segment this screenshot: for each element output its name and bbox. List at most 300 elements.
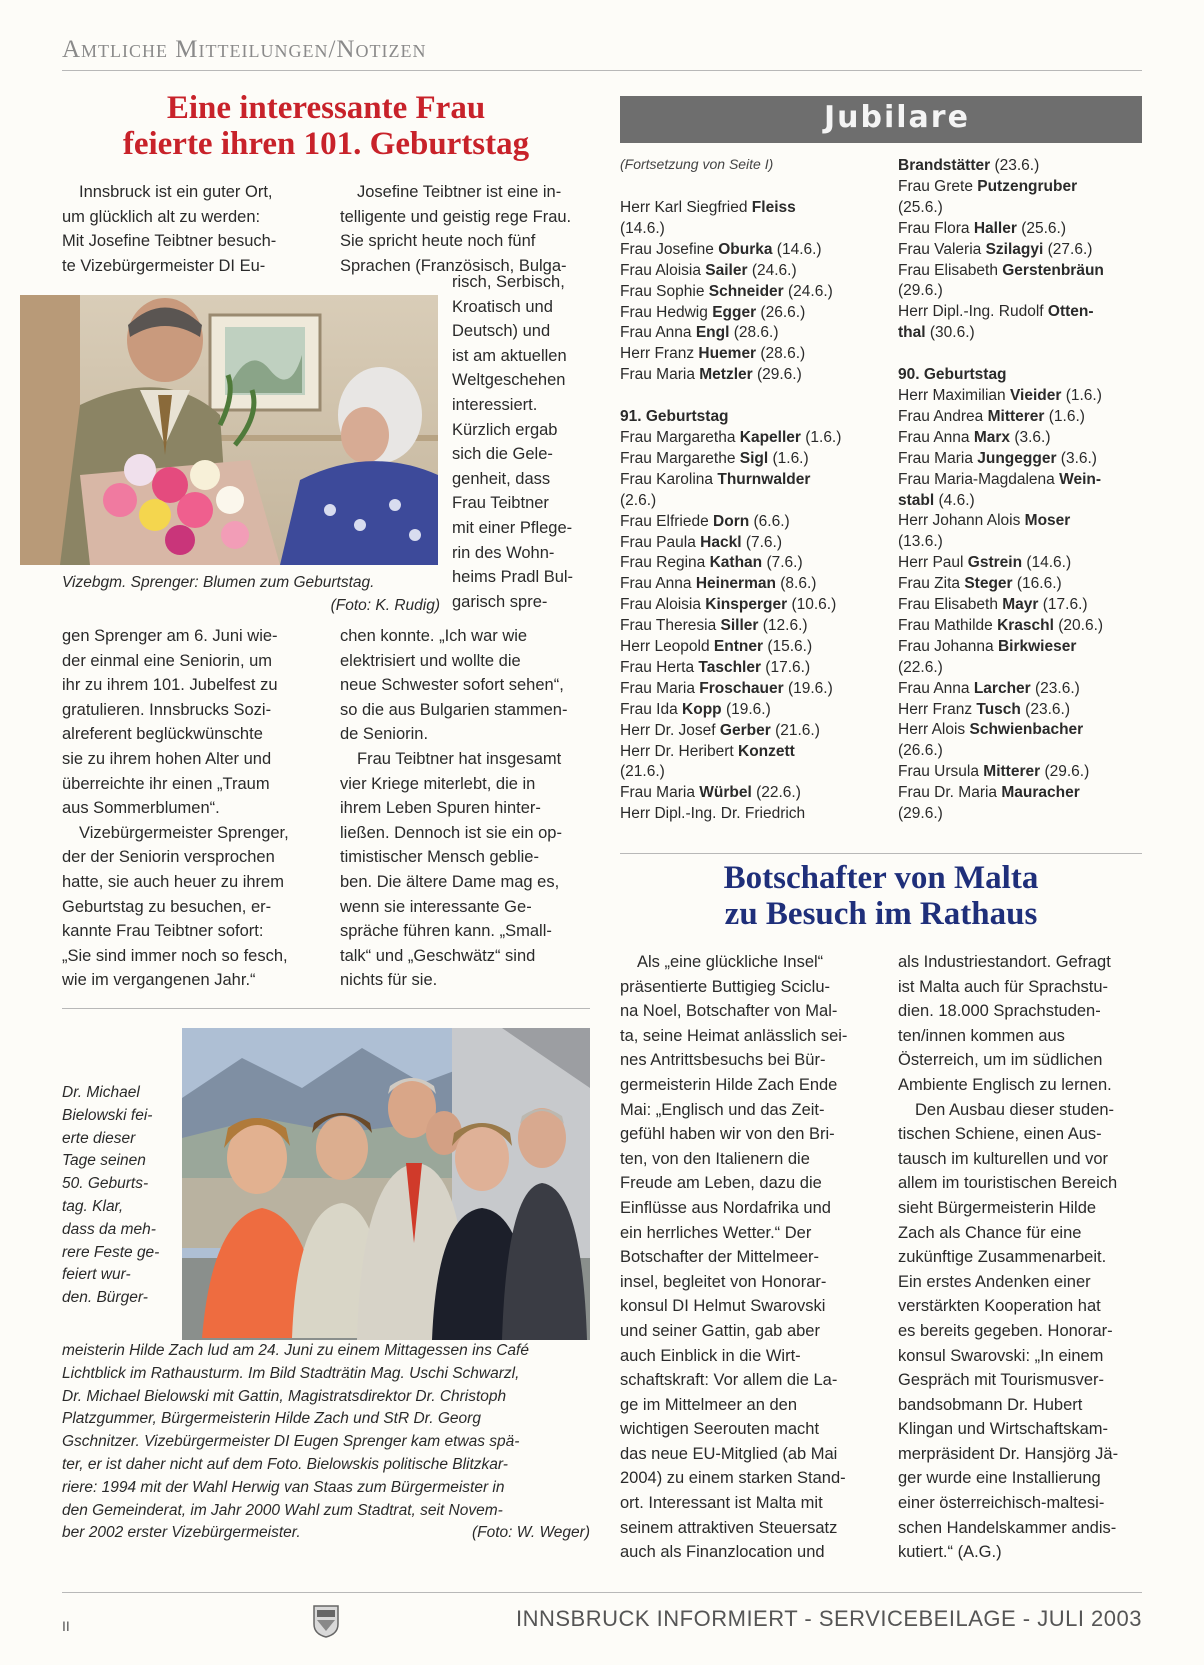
list-item-prefix: Frau Maria [620, 679, 700, 697]
list-item-date: (30.6.) [925, 324, 975, 342]
line: wie im vergangenen Jahr.“ [62, 971, 256, 990]
line: vier Kriege miterlebt, die in [340, 774, 536, 793]
list-item [620, 742, 880, 763]
list-item-surname: Thurnwalder [717, 470, 811, 488]
line: auch als Finanzlocation und [620, 1543, 825, 1562]
line: Kroatisch und [452, 297, 553, 316]
line: talk“ und „Geschwätz“ sind [340, 946, 536, 965]
list-item-prefix: Frau Josefine [620, 240, 719, 258]
list-item-prefix: Herr Franz [898, 700, 977, 718]
line: chen konnte. „Ich war wie [340, 627, 528, 645]
line: Zach als Chance für eine [898, 1223, 1082, 1242]
line: Einflüsse aus Nordafrika und [620, 1198, 831, 1217]
list-item-date: (1.6.) [768, 449, 809, 467]
list-item-surname: Brandstätter [898, 157, 991, 174]
list-item [898, 344, 1148, 365]
list-item-date: (17.6.) [761, 658, 811, 676]
list-item-surname: Schwienbacher [969, 721, 1084, 739]
list-item-date: (19.6.) [721, 700, 771, 718]
line: merpräsident Dr. Hansjörg Jä- [898, 1444, 1119, 1463]
article2-title-line2: zu Besuch im Rathaus [724, 896, 1038, 933]
list-item [620, 470, 880, 491]
photo2-caption-wide [62, 1340, 590, 1545]
list-item-prefix: (13.6.) [898, 533, 943, 551]
section-header: Amtliche Mitteilungen/Notizen [62, 36, 427, 63]
line: Mai: „Englisch und das Zeit- [620, 1100, 825, 1119]
line: aus Sommerblumen“. [62, 799, 220, 818]
line: seinem attraktiven Steuersatz [620, 1518, 838, 1537]
list-item [620, 198, 880, 219]
line: mit einer Pflege- [452, 518, 573, 537]
list-item-date: (20.6.) [1053, 616, 1104, 634]
line: rere Feste ge- [62, 1243, 160, 1261]
group-photo-image [182, 1028, 590, 1340]
list-item-surname: Otten- [1047, 303, 1094, 321]
list-item-prefix: (14.6.) [620, 219, 665, 237]
list-item-date: (1.6.) [1061, 386, 1102, 404]
list-item-date: (10.6.) [787, 596, 837, 614]
list-item [898, 679, 1148, 700]
line: alreferent beglückwünschte [62, 725, 263, 744]
list-item [620, 282, 880, 303]
jubilare-bottom-rule [620, 853, 1142, 854]
line: Vizebürgermeister Sprenger, [79, 823, 289, 842]
line: na Noel, Botschafter von Mal- [620, 1002, 838, 1021]
line: elektrisiert und wollte die [340, 651, 521, 670]
jubilare-title: Jubilare [824, 100, 970, 135]
line: tischen Schiene, einen Aus- [898, 1125, 1102, 1144]
line: schaftskraft: Vor allem die La- [620, 1371, 838, 1390]
list-item-prefix: (21.6.) [620, 763, 665, 781]
list-item-surname: Moser [1024, 512, 1071, 530]
list-item [898, 449, 1148, 470]
list-item [898, 658, 1148, 679]
birthday-photo [20, 295, 438, 565]
list-item-surname: Wein- [1059, 470, 1102, 488]
article2-col2 [898, 950, 1142, 1565]
list-item [898, 804, 1148, 825]
list-item-prefix: Frau Sophie [620, 282, 709, 300]
list-item-surname: Mitterer [983, 763, 1041, 781]
list-item-prefix: Frau Flora [898, 219, 974, 237]
list-item-surname: Sigl [739, 449, 769, 467]
birthday-photo-image [20, 295, 438, 565]
line: es bereits gegeben. Honorar- [898, 1321, 1113, 1340]
paragraph [340, 624, 590, 747]
list-item-date: (27.6.) [1043, 240, 1093, 258]
article2-title [620, 860, 1142, 933]
line: gefühl haben wir von den Bri- [620, 1125, 835, 1144]
line: Platzgummer, Bürgermeisterin Hilde Zach und StR Dr. Georg [62, 1410, 481, 1428]
list-item-prefix: Frau Anna [620, 324, 696, 342]
list-item-surname: Metzler [699, 366, 753, 384]
list-item-prefix: Herr Franz [620, 345, 699, 363]
list-item [620, 553, 880, 574]
list-item [898, 219, 1148, 240]
line: Gschnitzer. Vizebürgermeister DI Eugen Sprenger kam etwas spä- [62, 1433, 520, 1451]
list-item [898, 491, 1148, 512]
list-item-date: (19.6.) [783, 679, 833, 697]
list-item [620, 386, 880, 407]
list-item-prefix: Frau Valeria [898, 240, 986, 258]
article1-col2-lower [340, 624, 590, 993]
list-item-date: (17.6.) [1038, 596, 1088, 614]
list-item-prefix: (25.6.) [898, 198, 943, 216]
list-item-date: (22.6.) [751, 784, 801, 802]
list-item-prefix: Frau Andrea [898, 407, 988, 425]
list-item-prefix: Frau Maria [898, 449, 978, 467]
line: allem im touristischen Bereich [898, 1174, 1118, 1193]
list-item-surname: Schneider [708, 282, 784, 300]
line: Josefine Teibtner ist eine in- [357, 183, 562, 201]
article1-title [62, 90, 590, 163]
line: Geburtstag zu besuchen, er- [62, 897, 272, 916]
list-item-surname: Haller [973, 219, 1017, 237]
photo2-credit: (Foto: W. Weger) [472, 1524, 590, 1542]
line: de Seniorin. [340, 725, 429, 744]
list-item-prefix: Frau Anna [898, 428, 974, 446]
line: der der Seniorin versprochen [62, 848, 275, 867]
line: überreichte ihr einen „Traum [62, 774, 270, 793]
list-item-date: (7.6.) [762, 554, 803, 572]
list-item-date: (3.6.) [1056, 449, 1097, 467]
innsbruck-crest-icon [312, 1604, 340, 1638]
line: ließen. Dennoch ist sie ein op- [340, 823, 562, 842]
list-item [898, 637, 1148, 658]
line: Tage seinen [62, 1152, 146, 1170]
list-item-surname: Birkwieser [997, 637, 1077, 655]
line: ihr zu ihrem 101. Jubelfest zu [62, 676, 278, 695]
line: der einmal eine Seniorin, um [62, 651, 273, 670]
jubilare-continuation: (Fortsetzung von Seite I) [620, 156, 774, 172]
line: Klingan und Wirtschaftskam- [898, 1420, 1108, 1439]
list-item-date: (21.6.) [770, 721, 820, 739]
line: kannte Frau Teibtner sofort: [62, 922, 264, 941]
list-item-surname: Engl [695, 324, 730, 342]
line: den. Bürger- [62, 1289, 148, 1307]
line: nichts für sie. [340, 971, 438, 990]
article1-col1-lower [62, 624, 312, 993]
list-item-surname: Jungegger [977, 449, 1057, 467]
list-item-date: (15.6.) [763, 638, 813, 656]
list-item-prefix: Herr Leopold [620, 638, 714, 656]
list-item-date: (7.6.) [741, 533, 782, 551]
line: wichtigen Seerouten macht [620, 1420, 820, 1439]
list-item [898, 720, 1148, 741]
list-item-prefix: Frau Karolina [620, 470, 718, 488]
list-item-prefix: Frau Maria [620, 784, 700, 802]
list-item [898, 532, 1148, 553]
line: Österreich, um im südlichen [898, 1051, 1103, 1070]
list-item-prefix: Frau Aloisia [620, 261, 706, 279]
list-item [898, 386, 1148, 407]
list-item [620, 261, 880, 282]
list-item-date: (29.6.) [1040, 763, 1090, 781]
jubilare-col1 [620, 198, 880, 825]
list-item-surname: Konzett [738, 742, 795, 760]
list-item-prefix: Frau Elisabeth [898, 596, 1003, 614]
line: Frau Teibtner hat insgesamt [357, 749, 562, 768]
paragraph [898, 950, 1142, 1098]
list-item-date: (24.6.) [747, 261, 797, 279]
line: Deutsch) und [452, 322, 551, 341]
line: ber 2002 erster Vizebürgermeister. [62, 1524, 301, 1542]
line: ten, von den Italienern die [620, 1149, 810, 1168]
line: te Vizebürgermeister DI Eu- [62, 256, 266, 275]
list-item-prefix: Frau Aloisia [620, 596, 706, 614]
line: Sie spricht heute noch fünf [340, 232, 536, 251]
list-item [620, 365, 880, 386]
list-item-surname: Tusch [976, 700, 1021, 718]
list-item-surname: Steger [964, 575, 1013, 593]
line: garisch spre- [452, 592, 548, 611]
list-item [620, 344, 880, 365]
line: Kürzlich ergab [452, 420, 558, 439]
line: Sprachen (Französisch, Bulga- [340, 256, 567, 275]
photo1-credit: (Foto: K. Rudig) [330, 596, 440, 614]
list-item-date: (23.6.) [990, 157, 1040, 174]
line: ben. Die ältere Dame mag es, [340, 872, 560, 891]
list-item-surname: Mitterer [987, 407, 1045, 425]
line: interessiert. [452, 395, 538, 414]
photo1-caption [62, 572, 440, 618]
line: gratulieren. Innsbrucks Sozi- [62, 700, 272, 719]
list-item [620, 637, 880, 658]
line: kutiert.“ (A.G.) [898, 1543, 1002, 1562]
list-item-surname: Gerber [719, 721, 771, 739]
line: 50. Geburts- [62, 1175, 149, 1193]
paragraph [62, 180, 312, 278]
line: Dr. Michael Bielowski mit Gattin, Magistratsdirektor Dr. Christoph [62, 1387, 507, 1405]
list-item [898, 700, 1148, 721]
list-item-surname: Mauracher [1001, 784, 1080, 802]
list-item-prefix: Frau Elisabeth [898, 261, 1003, 279]
line: sieht Bürgermeisterin Hilde [898, 1198, 1097, 1217]
line: Gespräch mit Tourismusver- [898, 1371, 1105, 1390]
list-item [620, 679, 880, 700]
list-item-surname: Sailer [705, 261, 748, 279]
line: ta, seine Heimat anlässlich sei- [620, 1026, 848, 1045]
line: als Industriestandort. Gefragt [898, 953, 1111, 971]
list-item-prefix: Frau Dr. Maria [898, 784, 1002, 802]
jubilare-band [620, 96, 1142, 143]
list-item [898, 783, 1148, 804]
line: Frau Teibtner [452, 494, 549, 513]
article1-col2-top [340, 180, 590, 278]
list-item-surname: Dorn [713, 512, 750, 530]
line: konsul DI Helmut Swarovski [620, 1297, 826, 1316]
list-item-prefix: Herr Karl Siegfried [620, 199, 752, 216]
line: das neue EU-Mitglied (ab Mai [620, 1444, 838, 1463]
list-item-prefix: Herr Johann Alois [898, 512, 1025, 530]
list-item [620, 783, 880, 804]
list-item-surname: Kopp [682, 700, 722, 718]
list-item-prefix: Frau Hedwig [620, 303, 713, 321]
line: erte dieser [62, 1129, 136, 1147]
line: zukünftige Zusammenarbeit. [898, 1248, 1107, 1267]
line: bandsobmann Dr. Hubert [898, 1395, 1083, 1414]
line: ten/innen kommen aus [898, 1026, 1065, 1045]
paragraph [452, 270, 590, 614]
list-item-prefix: (26.6.) [898, 742, 943, 760]
list-item-prefix: Frau Paula [620, 533, 701, 551]
list-item-prefix: Frau Zita [898, 575, 965, 593]
line: dien. 18.000 Sprachstuden- [898, 1002, 1101, 1021]
photo2-caption-last [62, 1522, 590, 1545]
line: sich die Gele- [452, 445, 553, 464]
list-item-date: (3.6.) [1010, 428, 1051, 446]
list-item [620, 616, 880, 637]
list-item-prefix: Frau Margarethe [620, 449, 740, 467]
line: risch, Serbisch, [452, 273, 565, 291]
line: Dr. Michael [62, 1084, 140, 1101]
list-item-prefix: Herr Dipl.-Ing. Dr. Friedrich [620, 805, 806, 823]
list-item [898, 323, 1148, 344]
list-item-surname: Mayr [1002, 596, 1039, 614]
list-item-prefix: Herr Maximilian [898, 386, 1010, 404]
list-item-prefix: Frau Ursula [898, 763, 984, 781]
line: meisterin Hilde Zach lud am 24. Juni zu einem Mittagessen ins Café [62, 1342, 529, 1359]
list-item [620, 512, 880, 533]
list-item [898, 553, 1148, 574]
list-item [620, 804, 880, 825]
list-item [898, 741, 1148, 762]
article1-bottom-rule [62, 1008, 590, 1009]
line: ort. Interessant ist Malta mit [620, 1494, 823, 1513]
line: Mit Josefine Teibtner besuch- [62, 232, 277, 251]
list-item-prefix: Herr Paul [898, 554, 968, 572]
list-item-prefix: (22.6.) [898, 658, 943, 676]
list-item-surname: Entner [713, 638, 764, 656]
article1-title-line2: feierte ihren 101. Geburtstag [122, 126, 530, 163]
list-item-surname: Hackl [700, 533, 742, 551]
group-photo [182, 1028, 590, 1340]
list-item [620, 700, 880, 721]
line: ter, er ist daher nicht auf dem Foto. Bielowskis politische Blitzkar- [62, 1455, 508, 1473]
line: Ein erstes Andenken einer [898, 1272, 1091, 1291]
list-item [898, 281, 1148, 302]
list-item-surname: Huemer [698, 345, 757, 363]
publication-line: INNSBRUCK INFORMIERT - SERVICEBEILAGE - JULI 2003 [516, 1606, 1142, 1631]
list-item-prefix: (29.6.) [898, 805, 943, 823]
line: Innsbruck ist ein guter Ort, [79, 183, 273, 201]
list-item-surname: Fleiss [751, 199, 796, 216]
list-item [620, 533, 880, 554]
line: wenn sie interessante Ge- [340, 897, 532, 916]
list-item [898, 156, 1148, 177]
paragraph [898, 1098, 1142, 1565]
line: ger wurde eine Installierung [898, 1469, 1101, 1488]
list-item-prefix: Frau Maria-Magdalena [898, 470, 1060, 488]
list-item-surname: Kinsperger [705, 596, 788, 614]
list-item-date: (24.6.) [783, 282, 833, 300]
list-item [620, 658, 880, 679]
list-item-surname: stabl [898, 491, 935, 509]
list-item-prefix: (29.6.) [898, 282, 943, 300]
photo2-caption-narrow [62, 1082, 174, 1310]
list-item-prefix: Frau Margaretha [620, 428, 740, 446]
list-item-surname: Heinerman [695, 575, 776, 593]
list-item [620, 449, 880, 470]
footer-rule [62, 1592, 1142, 1593]
article2-col1 [620, 950, 868, 1565]
list-item [620, 721, 880, 742]
list-item-surname: Putzengruber [977, 177, 1078, 195]
list-item-date: (25.6.) [1016, 219, 1067, 237]
list-item-surname: Taschler [698, 658, 761, 676]
list-item-date: (16.6.) [1012, 575, 1062, 593]
line: ist am aktuellen [452, 346, 567, 365]
line: präsentierte Buttigieg Sciclu- [620, 977, 831, 996]
list-item-prefix: Frau Elfriede [620, 512, 714, 530]
line: den Gemeinderat, im Jahr 2000 Wahl zum Stadtrat, seit Novem- [62, 1501, 503, 1519]
list-item-prefix: Frau Anna [620, 575, 696, 593]
list-item-surname: Szilagyi [985, 240, 1044, 258]
line: Ambiente Englisch zu lernen. [898, 1075, 1112, 1094]
list-item-prefix: Frau Theresia [620, 617, 721, 635]
list-item-surname: Larcher [973, 679, 1031, 697]
list-item-date: (28.6.) [729, 324, 779, 342]
line: gen Sprenger am 6. Juni wie- [62, 627, 278, 645]
line: schen Handelskammer andis- [898, 1518, 1117, 1537]
list-item-surname: Kapeller [739, 428, 801, 446]
list-item [620, 595, 880, 616]
list-item [620, 303, 880, 324]
line: nes Antrittsbesuchs bei Bür- [620, 1051, 826, 1070]
list-item-surname: Siller [720, 617, 759, 635]
list-item-date: (26.6.) [756, 303, 806, 321]
line: telligente und geistig rege Frau. [340, 207, 572, 226]
line: insel, begleitet von Honorar- [620, 1272, 827, 1291]
line: neue Schwester sofort sehen“, [340, 676, 564, 695]
photo1-caption-text: Vizebgm. Sprenger: Blumen zum Geburtstag. [62, 574, 375, 591]
line: einer österreichisch-maltesi- [898, 1494, 1105, 1513]
line: so die aus Bulgarien stammen- [340, 700, 568, 719]
page-number: II [62, 1618, 70, 1634]
list-item-prefix: Frau Grete [898, 177, 978, 195]
list-heading: 90. Geburtstag [898, 366, 1007, 384]
list-item [898, 261, 1148, 282]
line: Als „eine glückliche Insel“ [637, 953, 824, 971]
line: verstärkten Kooperation hat [898, 1297, 1101, 1316]
line: riere: 1994 mit der Wahl Herwig van Staas zum Bürgermeister in [62, 1478, 505, 1496]
line: um glücklich alt zu werden: [62, 207, 261, 226]
list-item-surname: Froschauer [699, 679, 784, 697]
line: ge im Mittelmeer an den [620, 1395, 797, 1414]
line: genheit, dass [452, 469, 551, 488]
list-item-prefix: Frau Maria [620, 366, 700, 384]
article1-title-line1: Eine interessante Frau [166, 90, 486, 126]
list-item [898, 428, 1148, 449]
list-item-prefix: Frau Herta [620, 658, 699, 676]
list-item [898, 762, 1148, 783]
line: ihrem Leben Spuren hinter- [340, 799, 541, 818]
line: hatte, sie auch heuer zu ihrem [62, 872, 284, 891]
article2-title-line1: Botschafter von Malta [723, 860, 1039, 896]
list-item [898, 407, 1148, 428]
paragraph [620, 950, 868, 1565]
line: sie zu ihrem hohen Alter und [62, 749, 272, 768]
list-item [898, 616, 1148, 637]
list-item [620, 762, 880, 783]
list-item [620, 428, 880, 449]
line: Freude am Leben, dazu die [620, 1174, 822, 1193]
paragraph [340, 747, 590, 993]
line: germeisterin Hilde Zach Ende [620, 1075, 838, 1094]
list-item-date: (14.6.) [772, 240, 822, 258]
list-item-surname: Oburka [718, 240, 773, 258]
list-item-surname: thal [898, 324, 926, 342]
